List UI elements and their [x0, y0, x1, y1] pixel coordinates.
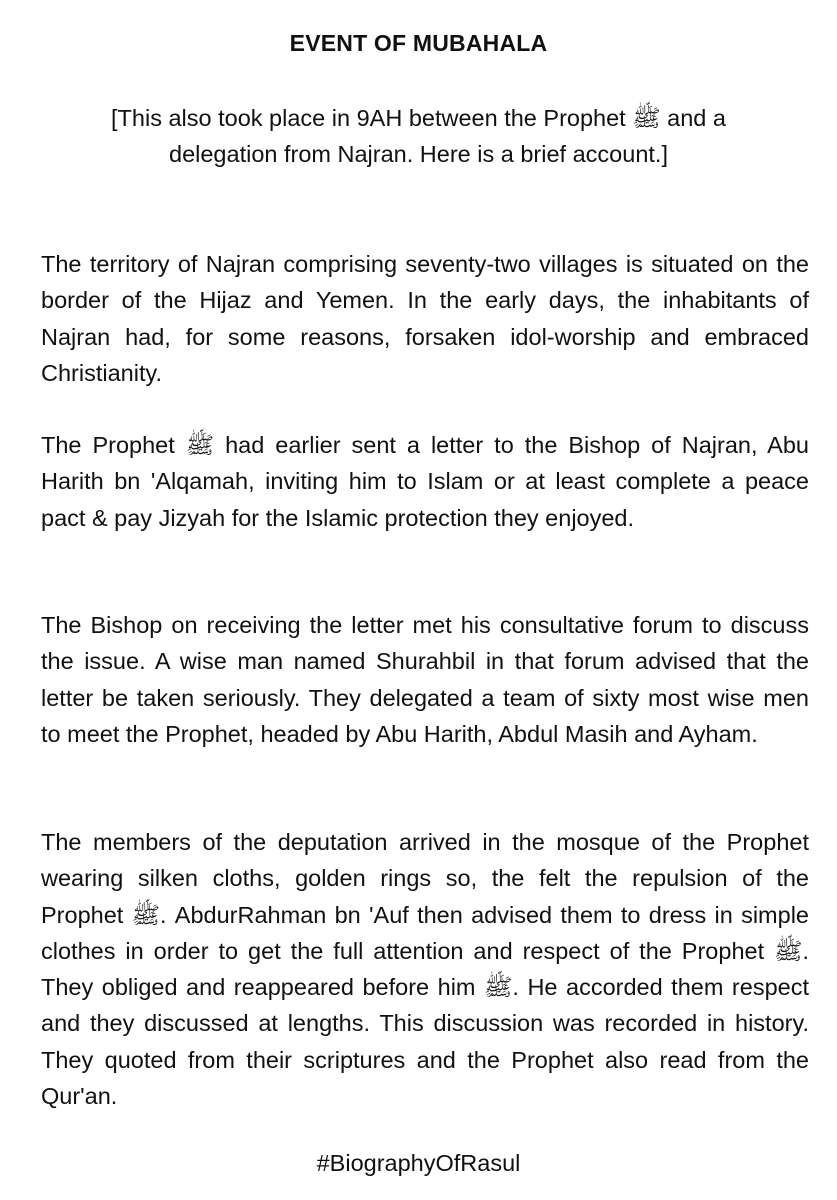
- intro-note: [This also took place in 9AH between the Prophet ﷺ and a delegation from Najran. Here is a brief account.]: [111, 105, 726, 167]
- page-title: EVENT OF MUBAHALA: [289, 30, 548, 56]
- paragraph-territory: The territory of Najran comprising seventy-two villages is situated on the border of the Hijaz and Yemen. In the early days, the inhabitants of Najran had, for some reasons, forsaken idol-worship and embraced Christianity.: [41, 251, 809, 386]
- paragraph-bishop: The Bishop on receiving the letter met his consultative forum to discuss the issue. A wise man named Shurahbil in that forum advised that the letter be taken seriously. They delegated a team of sixty most wise men to meet the Prophet, headed by Abu Harith, Abdul Masih and Ayham.: [41, 612, 809, 747]
- paragraph-deputation: The members of the deputation arrived in the mosque of the Prophet wearing silken cloths, golden rings so, the felt the repulsion of the Prophet ﷺ. AbdurRahman bn 'Auf then advised them to dress in simple clothes in order to get the full attention and respect of the Prophet ﷺ. They obliged and reappeared before him ﷺ. He accorded them respect and they discussed at lengths. This discussion was recorded in history. They quoted from their scriptures and the Prophet also read from the Qur'an.: [41, 829, 809, 1110]
- hashtag: #BiographyOfRasul: [316, 1150, 521, 1176]
- paragraph-letter: The Prophet ﷺ had earlier sent a letter to the Bishop of Najran, Abu Harith bn 'Alqamah, inviting him to Islam or at least complete a peace pact & pay Jizyah for the Islamic protection they enjoyed.: [41, 432, 809, 531]
